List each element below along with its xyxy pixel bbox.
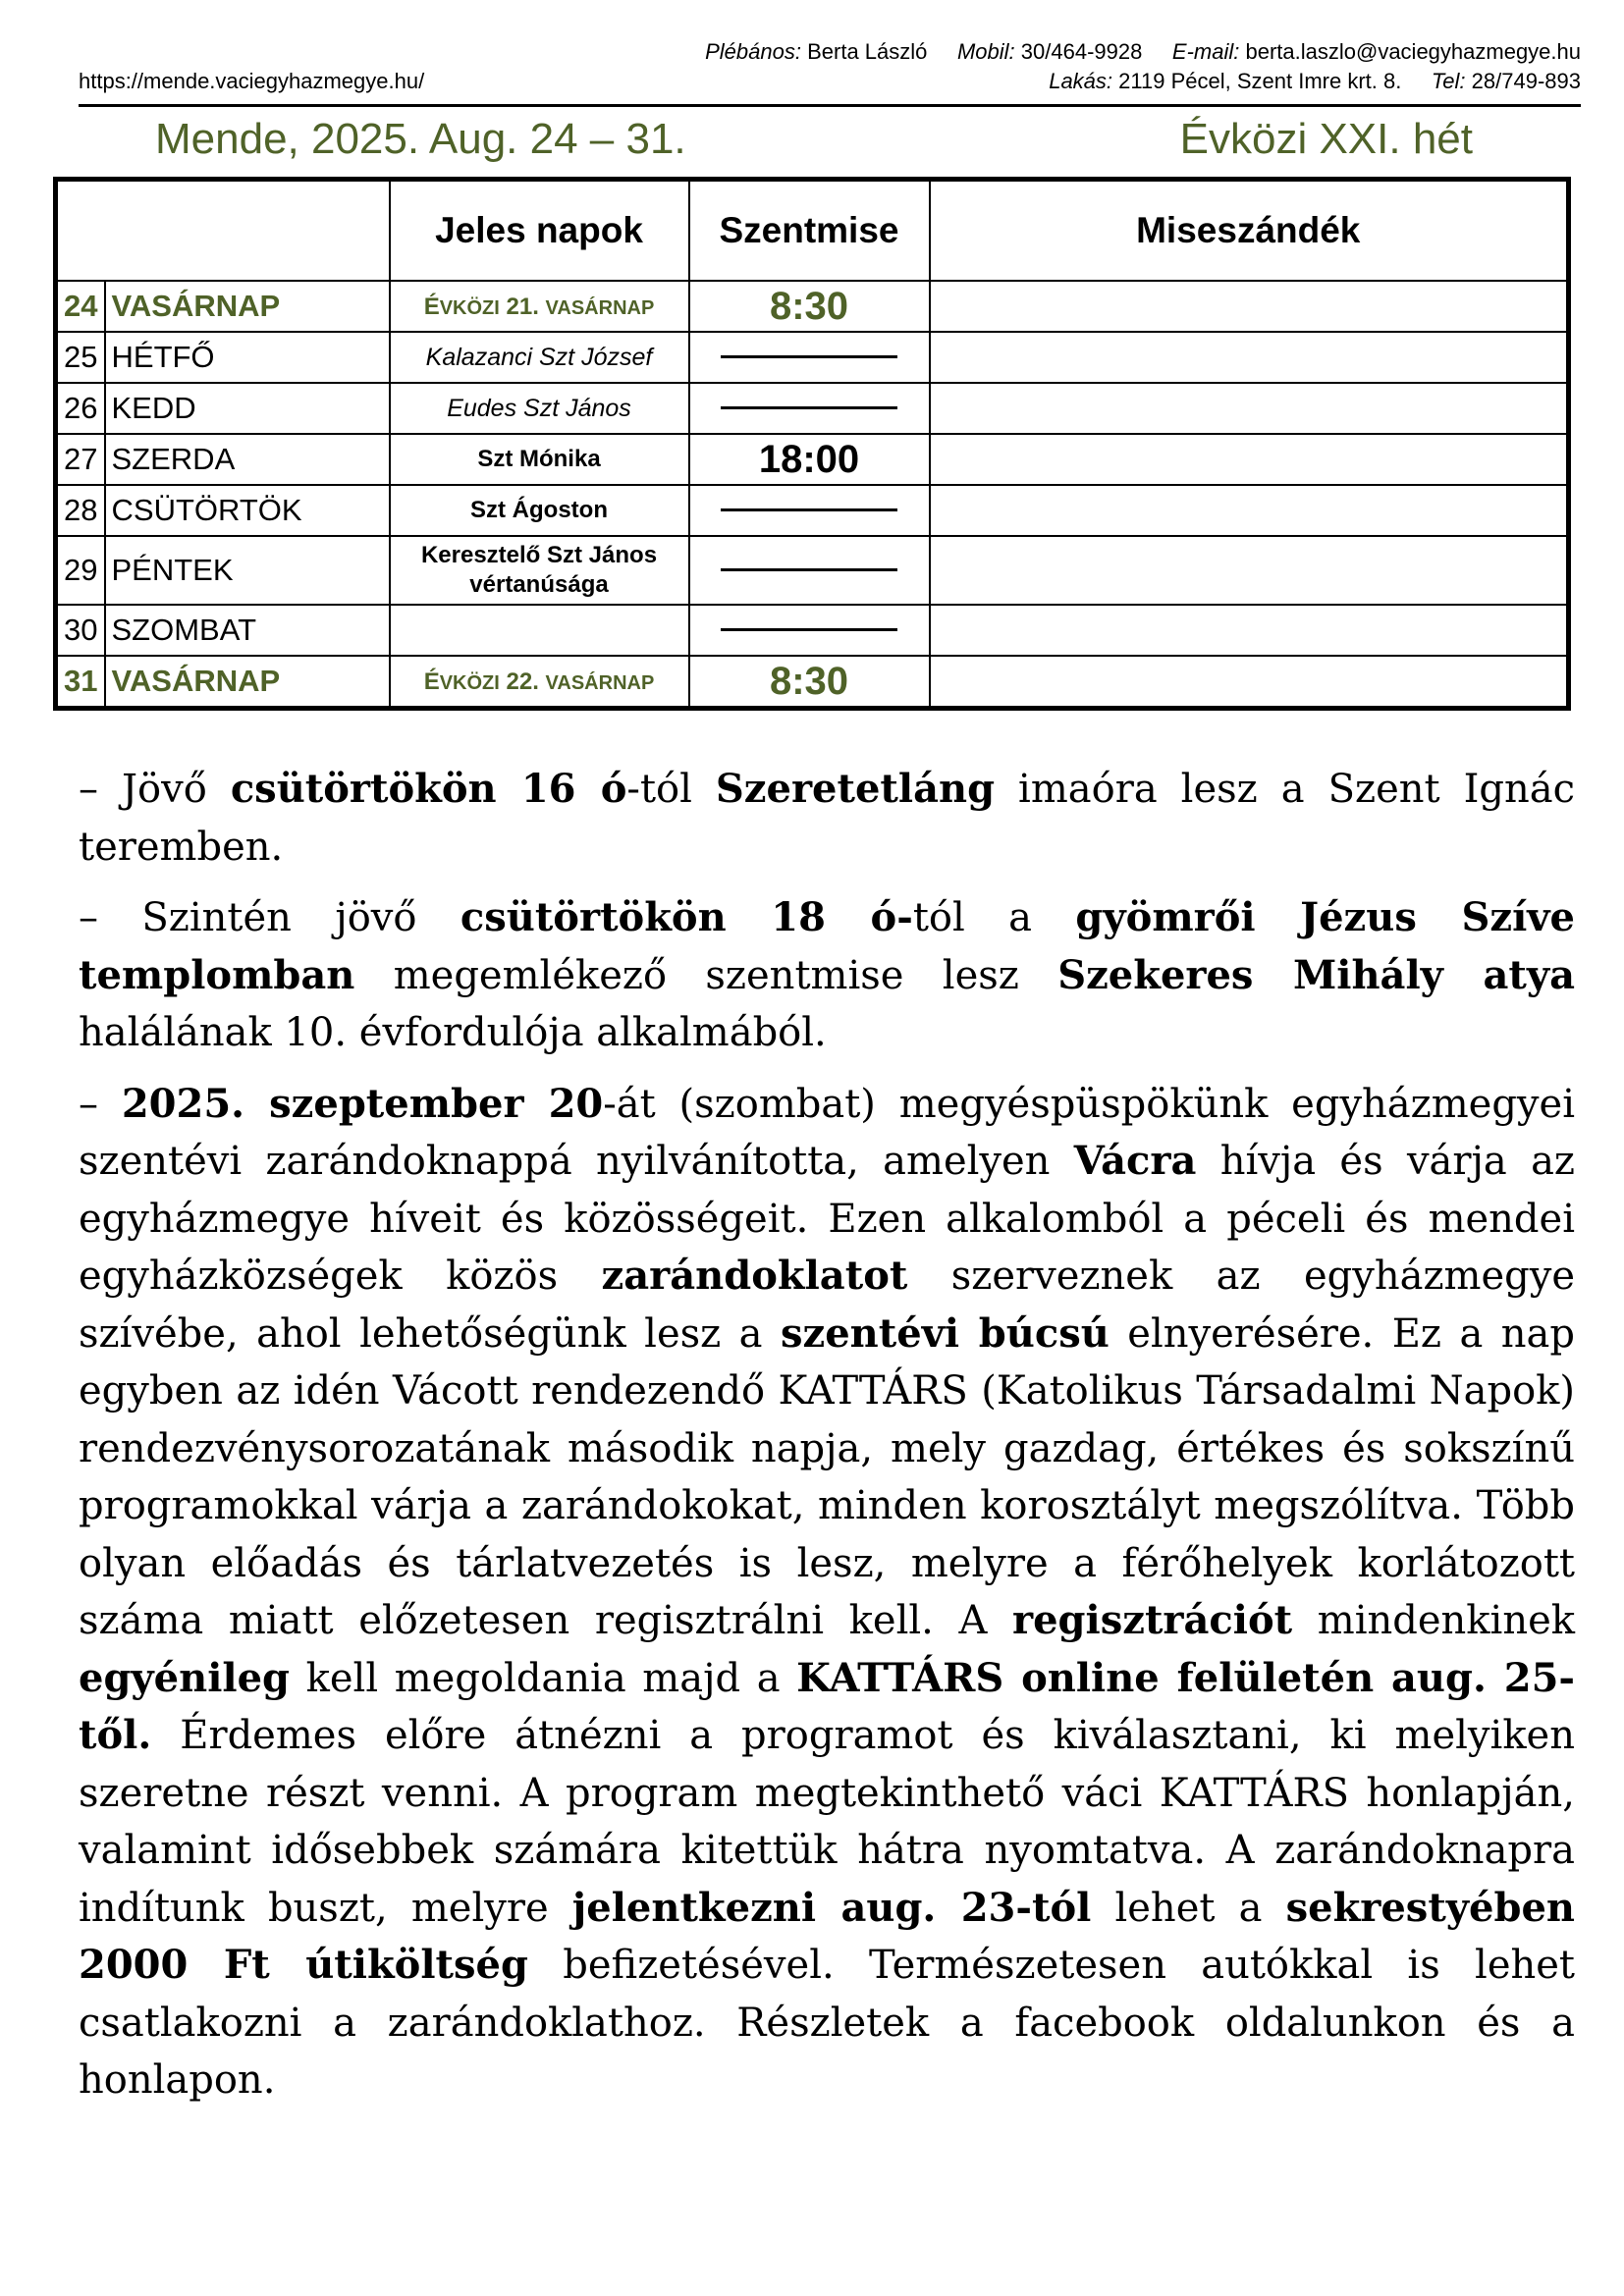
- feast-name: [390, 605, 689, 656]
- no-mass-dash: [721, 628, 897, 631]
- header-cell-mass: Szentmise: [689, 180, 930, 282]
- title-row: [79, 111, 1581, 170]
- intention-cell: [930, 332, 1569, 383]
- intention-cell: [930, 656, 1569, 709]
- mass-time: 8:30: [769, 284, 849, 328]
- header-row-2: [79, 67, 1581, 96]
- header-cell-day: [56, 180, 390, 282]
- day-name: PÉNTEK: [105, 536, 390, 605]
- table-row: [56, 656, 1569, 709]
- table-row: [56, 281, 1569, 332]
- feast-name: Szt Ágoston: [390, 485, 689, 536]
- announcements: [79, 761, 1575, 2123]
- page-header: [79, 37, 1581, 96]
- announcement-1: – Jövő csütörtökön 16 ó-tól Szeretetláng imaóra lesz a Szent Ignác teremben.: [79, 766, 1576, 870]
- table-row: [56, 536, 1569, 605]
- day-number: 26: [56, 383, 105, 434]
- feast-name: Kalazanci Szt József: [390, 332, 689, 383]
- table-header-row: [56, 180, 1569, 282]
- intention-cell: [930, 536, 1569, 605]
- pastor-label: Plébános:: [705, 39, 801, 64]
- intention-cell: [930, 434, 1569, 485]
- mobile-label: Mobil:: [956, 39, 1015, 64]
- day-number: 24: [56, 281, 105, 332]
- feast-line-2: vértanúsága: [469, 571, 609, 598]
- day-name: SZERDA: [105, 434, 390, 485]
- day-number: 29: [56, 536, 105, 605]
- header-divider: [79, 104, 1581, 107]
- intention-cell: [930, 605, 1569, 656]
- table-row: [56, 383, 1569, 434]
- day-name: VASÁRNAP: [105, 281, 390, 332]
- day-number: 31: [56, 656, 105, 709]
- no-mass-dash: [721, 568, 897, 571]
- mass-cell: [689, 281, 930, 332]
- day-name: SZOMBAT: [105, 605, 390, 656]
- pastor-name: Berta László: [807, 39, 928, 64]
- day-name: HÉTFŐ: [105, 332, 390, 383]
- mass-cell: [689, 332, 930, 383]
- home-label: Lakás:: [1049, 69, 1113, 93]
- mass-cell: [689, 434, 930, 485]
- mass-time: 8:30: [769, 659, 849, 703]
- intention-cell: [930, 485, 1569, 536]
- feast-name: ÉVKÖZI 22. VASÁRNAP: [423, 667, 655, 695]
- announcement-2: – Szintén jövő csütörtökön 18 ó-tól a gyömrői Jézus Szíve templomban megemlékező szentmise lesz Szekeres Mihály atya halálának 10. évfordulója alkalmából.: [79, 894, 1576, 1055]
- day-number: 28: [56, 485, 105, 536]
- no-mass-dash: [721, 406, 897, 409]
- day-number: 27: [56, 434, 105, 485]
- announcement-3: – 2025. szeptember 20-át (szombat) megyéspüspökünk egyházmegyei szentévi zarándoknappá nyilvánította, amelyen Vácra hívja és várja az egyházmegye híveit és közösségeit. Ezen alkalomból a péceli és mendei egyházközségek közös zarándoklatot szerveznek az egyházmegye szívébe, ahol lehetőségünk lesz a szentévi búcsú elnyerésére. Ez a nap egyben az idén Vácott rendezendő KATTÁRS (Katolikus Társadalmi Napok) rendezvénysorozatának második napja, mely gazdag, értékes és sokszínű programokkal várja a zarándokokat, minden korosztályt megszólítva. Több olyan előadás és tárlatvezetés is lesz, melyre a férőhelyek korlátozott száma miatt előzetesen regisztrálni kell. A regisztrációt mindenkinek egyénileg kell megoldania majd a KATTÁRS online felületén aug. 25-től. Érdemes előre átnézni a programot és kiválasztani, ki melyiken szeretne részt venni. A program megtekinthető váci KATTÁRS honlapján, valamint idősebbek számára kitettük hátra nyomtatva. A zarándoknapra indítunk buszt, melyre jelentkezni aug. 23-tól lehet a sekrestyében 2000 Ft útiköltség befizetésével. Természetesen autókkal is lehet csatlakozni a zarándoklathoz. Részletek a facebook oldalunkon és a honlapon.: [79, 1080, 1576, 2103]
- intention-cell: [930, 281, 1569, 332]
- contact-line-2: [1049, 67, 1581, 96]
- no-mass-dash: [721, 355, 897, 358]
- page-title: Mende, 2025. Aug. 24 – 31.: [155, 115, 686, 163]
- feast-cell: [390, 281, 689, 332]
- contact-line-1: [705, 37, 1581, 67]
- table-row: [56, 332, 1569, 383]
- feast-name: [390, 536, 689, 605]
- mass-cell: [689, 656, 930, 709]
- table-row: [56, 605, 1569, 656]
- week-title: Évközi XXI. hét: [1179, 115, 1473, 163]
- header-cell-feast: Jeles napok: [390, 180, 689, 282]
- table-row: [56, 434, 1569, 485]
- day-name: VASÁRNAP: [105, 656, 390, 709]
- mobile-number: 30/464-9928: [1020, 39, 1143, 64]
- table-row: [56, 485, 1569, 536]
- feast-cell: [390, 656, 689, 709]
- feast-name: Szt Mónika: [390, 434, 689, 485]
- feast-line-1: Keresztelő Szt János: [420, 542, 658, 568]
- no-mass-dash: [721, 508, 897, 511]
- mass-cell: [689, 383, 930, 434]
- mass-cell: [689, 536, 930, 605]
- mass-cell: [689, 485, 930, 536]
- email-label: E-mail:: [1171, 39, 1240, 64]
- mass-time: 18:00: [758, 437, 860, 481]
- day-number: 25: [56, 332, 105, 383]
- home-address: 2119 Pécel, Szent Imre krt. 8.: [1118, 69, 1402, 93]
- schedule-table: [53, 177, 1571, 711]
- day-name: CSÜTÖRTÖK: [105, 485, 390, 536]
- tel-label: Tel:: [1431, 69, 1466, 93]
- website-link[interactable]: https://mende.vaciegyhazmegye.hu/: [79, 69, 425, 93]
- feast-name: ÉVKÖZI 21. VASÁRNAP: [423, 293, 655, 320]
- header-cell-intention: Miseszándék: [930, 180, 1569, 282]
- intention-cell: [930, 383, 1569, 434]
- day-name: KEDD: [105, 383, 390, 434]
- header-row-1: [79, 37, 1581, 67]
- tel-number: 28/749-893: [1471, 69, 1581, 93]
- day-number: 30: [56, 605, 105, 656]
- email-address[interactable]: berta.laszlo@vaciegyhazmegye.hu: [1245, 39, 1581, 64]
- feast-name: Eudes Szt János: [390, 383, 689, 434]
- mass-cell: [689, 605, 930, 656]
